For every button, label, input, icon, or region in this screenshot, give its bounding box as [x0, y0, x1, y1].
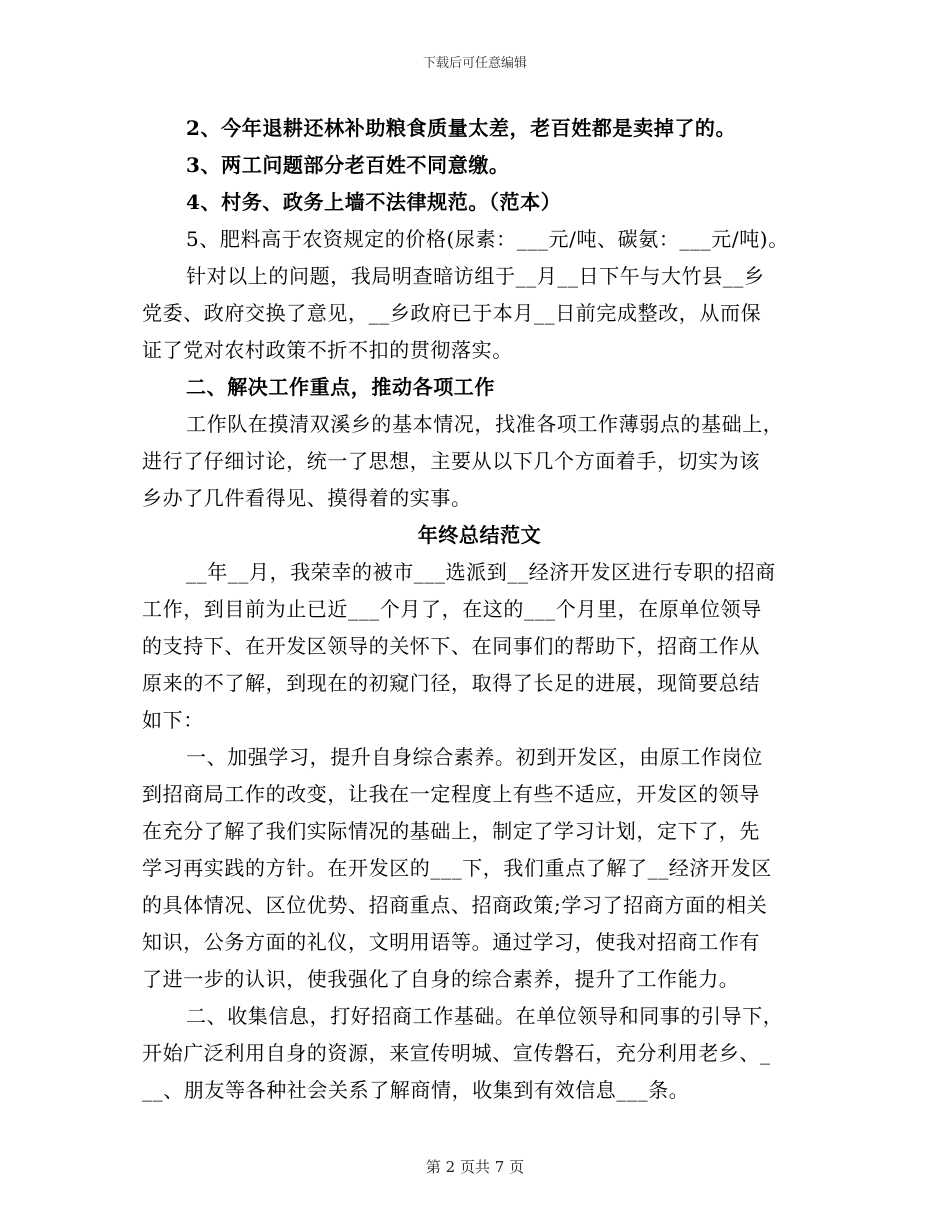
paragraph-line: 在充分了解了我们实际情况的基础上，制定了学习计划，定下了，先 — [142, 819, 760, 843]
document-title: 年终总结范文 — [417, 523, 542, 547]
list-item: 3、两工问题部分老百姓不同意缴。 — [186, 153, 510, 177]
paragraph-line: __、朋友等各种社会关系了解商情，收集到有效信息___条。 — [142, 1078, 690, 1102]
paragraph-line: 的支持下、在开发区领导的关怀下、在同事们的帮助下，招商工作从 — [142, 634, 760, 658]
paragraph-line: 原来的不了解，到现在的初窥门径，取得了长足的进展，现简要总结 — [142, 671, 760, 695]
list-item: 5、肥料高于农资规定的价格(尿素：___元/吨、碳氨：___元/吨)。 — [186, 227, 789, 251]
paragraph-line: 到招商局工作的改变，让我在一定程度上有些不适应，开发区的领导 — [142, 782, 760, 806]
paragraph-line: 工作，到目前为止已近___个月了，在这的___个月里，在原单位领导 — [142, 597, 762, 621]
section-heading: 二、解决工作重点，推动各项工作 — [186, 375, 495, 399]
document-body — [142, 110, 817, 1109]
paragraph-line: 学习再实践的方针。在开发区的___下，我们重点了解了__经济开发区 — [142, 856, 772, 880]
list-item: 2、今年退耕还林补助粮食质量太差，老百姓都是卖掉了的。 — [186, 116, 737, 140]
page-footer: 第 2 页共 7 页 — [425, 1158, 525, 1176]
paragraph-line: 二、收集信息，打好招商工作基础。在单位领导和同事的引导下， — [186, 1004, 784, 1028]
paragraph-line: 了进一步的认识，使我强化了自身的综合素养，提升了工作能力。 — [142, 967, 740, 991]
paragraph-line: 乡办了几件看得见、摸得着的实事。 — [142, 486, 472, 510]
paragraph-line: 工作队在摸清双溪乡的基本情况，找准各项工作薄弱点的基础上， — [186, 412, 784, 436]
page-header: 下载后可任意编辑 — [422, 56, 527, 71]
paragraph-line: 针对以上的问题，我局明查暗访组于__月__日下午与大竹县__乡 — [186, 264, 765, 288]
paragraph-line: 开始广泛利用自身的资源，来宣传明城、宣传磐石，充分利用老乡、_ — [142, 1041, 771, 1065]
paragraph-line: __年__月，我荣幸的被市___选派到__经济开发区进行专职的招商 — [186, 560, 776, 584]
paragraph-line: 一、加强学习，提升自身综合素养。初到开发区，由原工作岗位 — [186, 745, 763, 769]
paragraph-line: 如下： — [142, 708, 204, 732]
paragraph-line: 的具体情况、区位优势、招商重点、招商政策;学习了招商方面的相关 — [142, 893, 768, 917]
paragraph-line: 知识，公务方面的礼仪，文明用语等。通过学习，使我对招商工作有 — [142, 930, 760, 954]
list-item: 4、村务、政务上墙不法律规范。（范本） — [186, 190, 562, 214]
paragraph-line: 进行了仔细讨论，统一了思想，主要从以下几个方面着手，切实为该 — [142, 449, 760, 473]
paragraph-line: 党委、政府交换了意见，__乡政府已于本月__日前完成整改，从而保 — [142, 301, 762, 325]
paragraph-line: 证了党对农村政策不折不扣的贯彻落实。 — [142, 338, 513, 362]
